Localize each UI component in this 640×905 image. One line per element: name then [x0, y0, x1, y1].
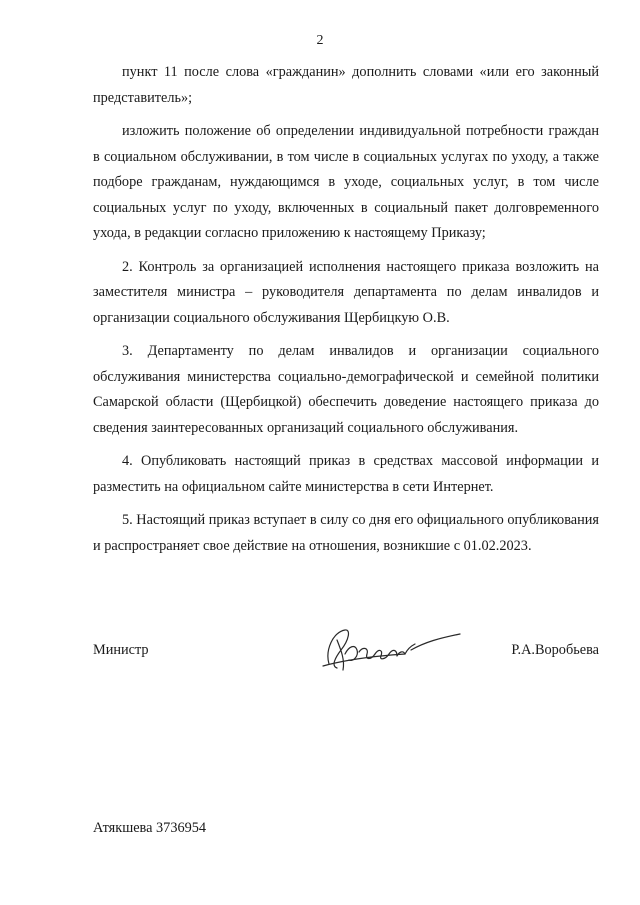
signature-block [93, 620, 599, 680]
signatory-title: Министр [93, 642, 149, 658]
paragraph-effective-date: 5. Настоящий приказ вступает в силу со дня его официального опубликования и распространяет свое действие на отношения, возникшие с 01.02.2023. [93, 512, 599, 554]
paragraph-item-11: пункт 11 после слова «гражданин» дополнить словами «или его законный представитель»; [93, 64, 599, 106]
document-body [93, 60, 599, 567]
paragraph-publication: 4. Опубликовать настоящий приказ в средствах массовой информации и разместить на официальном сайте министерства в сети Интернет. [93, 453, 599, 495]
paragraph-assessment-regulation: изложить положение об определении индивидуальной потребности граждан в социальном обслуживании, в том числе в социальных услугах по уходу, а также подборе гражданам, нуждающимся в уходе, социальных услуг, в том числе социальных услуг по уходу, включенных в социальный пакет долговременного ухода, в редакции согласно приложению к настоящему Приказу; [93, 123, 599, 241]
handwritten-signature [315, 620, 465, 680]
page-number: 2 [316, 33, 324, 48]
executor-contact: Атякшева 3736954 [93, 820, 207, 836]
signatory-name: Р.А.Воробьева [511, 642, 599, 658]
paragraph-department-duty: 3. Департаменту по делам инвалидов и организации социального обслуживания министерства социально-демографической и семейной политики Самарской области (Щербицкой) обеспечить доведение настоящего приказа до сведения заинтересованных организаций социального обслуживания. [93, 343, 599, 436]
paragraph-control: 2. Контроль за организацией исполнения настоящего приказа возложить на заместителя министра – руководителя департамента по делам инвалидов и организации социального обслуживания Щербицкую О.В. [93, 258, 599, 326]
